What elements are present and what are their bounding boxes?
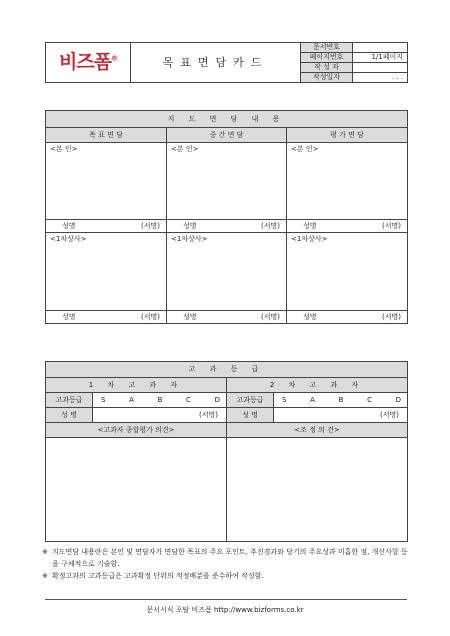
second-evaluator-header: 2 차 고 과 자: [227, 378, 408, 393]
page-number-value: 1/1페이지: [353, 53, 408, 63]
first-name-label: 성 명: [46, 408, 93, 423]
adjustment-opinion-box[interactable]: [227, 438, 408, 542]
grade-s[interactable]: S: [101, 395, 106, 404]
grade-section-title: 고 과 등 급: [46, 362, 408, 378]
eval-self-signature[interactable]: [287, 220, 408, 233]
grade-table: [45, 361, 408, 542]
grade-a[interactable]: A: [310, 395, 315, 404]
date-label: 작성일자: [301, 73, 353, 83]
page-number-label: 페이지번호: [301, 53, 353, 63]
doc-number-label: 문서번호: [301, 43, 353, 53]
grade-b[interactable]: B: [157, 395, 163, 404]
notes: [42, 546, 412, 582]
second-grade-options: [274, 393, 408, 408]
sign-name-label: 성명: [183, 221, 197, 230]
mid-self-box[interactable]: [167, 143, 287, 220]
supervisor-label: <1차상사>: [171, 235, 208, 243]
eval-supervisor-signature[interactable]: [287, 311, 408, 324]
author-value[interactable]: [353, 63, 408, 73]
footer-text[interactable]: 문서서식 포탈 비즈폼 http://www.bizforms.co.kr: [146, 606, 304, 614]
goal-supervisor-box[interactable]: [46, 233, 167, 311]
note-text: 확정고과의 고과등급은 고과확정 단위의 적정배분을 준수하여 작성함.: [52, 572, 264, 580]
eval-supervisor-box[interactable]: [287, 233, 408, 311]
grade-c[interactable]: C: [186, 395, 191, 404]
note-mark: ※: [42, 572, 48, 580]
sign-name-label: 성명: [183, 312, 197, 321]
eval-self-box[interactable]: [287, 143, 408, 220]
supervisor-label: <1차상사>: [50, 235, 87, 243]
sign-mark: (서명): [261, 221, 280, 230]
sign-mark: (서명): [141, 312, 160, 321]
footer-divider: [45, 599, 407, 600]
overall-opinion-box[interactable]: [46, 438, 227, 542]
first-evaluator-header: 1 차 고 과 자: [46, 378, 227, 393]
mid-supervisor-signature[interactable]: [167, 311, 287, 324]
sign-name-label: 성명: [303, 312, 317, 321]
sign-name-label: 성명: [62, 221, 76, 230]
note-item: [42, 570, 412, 582]
second-name-field[interactable]: [274, 408, 408, 423]
goal-supervisor-signature[interactable]: [46, 311, 167, 324]
first-grade-label: 고과등급: [46, 393, 93, 408]
bizforms-logo: [46, 43, 131, 83]
sign-mark: (서명): [141, 221, 160, 230]
mid-interview-header: 중 간 면 담: [167, 128, 287, 143]
second-name-label: 성 명: [227, 408, 274, 423]
sign-mark: (서명): [199, 410, 218, 419]
adjustment-opinion-header: <조 정 의 견>: [227, 423, 408, 438]
header-table: [45, 42, 408, 83]
first-name-field[interactable]: [93, 408, 227, 423]
grade-a[interactable]: A: [129, 395, 134, 404]
first-grade-options: [93, 393, 227, 408]
sign-mark: (서명): [261, 312, 280, 321]
author-label: 작 성 자: [301, 63, 353, 73]
document-title: 목표면담카드: [131, 43, 301, 83]
interview-section-title: 지 도 면 담 내 용: [46, 111, 408, 128]
grade-s[interactable]: S: [282, 395, 287, 404]
interview-table: [45, 110, 408, 324]
doc-number-value[interactable]: [353, 43, 408, 53]
grade-d[interactable]: D: [395, 395, 402, 404]
overall-opinion-header: <고과자 종합평가 의견>: [46, 423, 227, 438]
sign-name-label: 성명: [62, 312, 76, 321]
logo-registered-mark: ®: [111, 54, 118, 63]
grade-d[interactable]: D: [214, 395, 220, 404]
sign-name-label: 성명: [303, 221, 317, 230]
sign-mark: (서명): [382, 312, 402, 321]
sign-mark: (서명): [380, 410, 400, 419]
mid-supervisor-box[interactable]: [167, 233, 287, 311]
grade-c[interactable]: C: [367, 395, 372, 404]
goal-self-signature[interactable]: [46, 220, 167, 233]
note-item: [42, 546, 412, 570]
goal-self-box[interactable]: [46, 143, 167, 220]
grade-b[interactable]: B: [338, 395, 344, 404]
supervisor-label: <1차상사>: [291, 235, 328, 243]
sign-mark: (서명): [382, 221, 402, 230]
evaluation-interview-header: 평 가 면 담: [287, 128, 408, 143]
note-mark: ※: [42, 548, 48, 556]
self-label: <본 인>: [291, 145, 319, 153]
self-label: <본 인>: [171, 145, 199, 153]
date-value[interactable]: . . .: [353, 73, 408, 83]
note-text: 지도면담 내용란은 본인 및 면담자가 면담한 목표의 주요 포인트, 추진경과와 당기의 주요성과 미흡한 점, 개선사항 등을 구체적으로 기술함.: [52, 548, 408, 568]
mid-self-signature[interactable]: [167, 220, 287, 233]
self-label: <본 인>: [50, 145, 78, 153]
goal-interview-header: 목 표 면 담: [46, 128, 167, 143]
logo-text: 비즈폼: [58, 51, 112, 73]
second-grade-label: 고과등급: [227, 393, 274, 408]
